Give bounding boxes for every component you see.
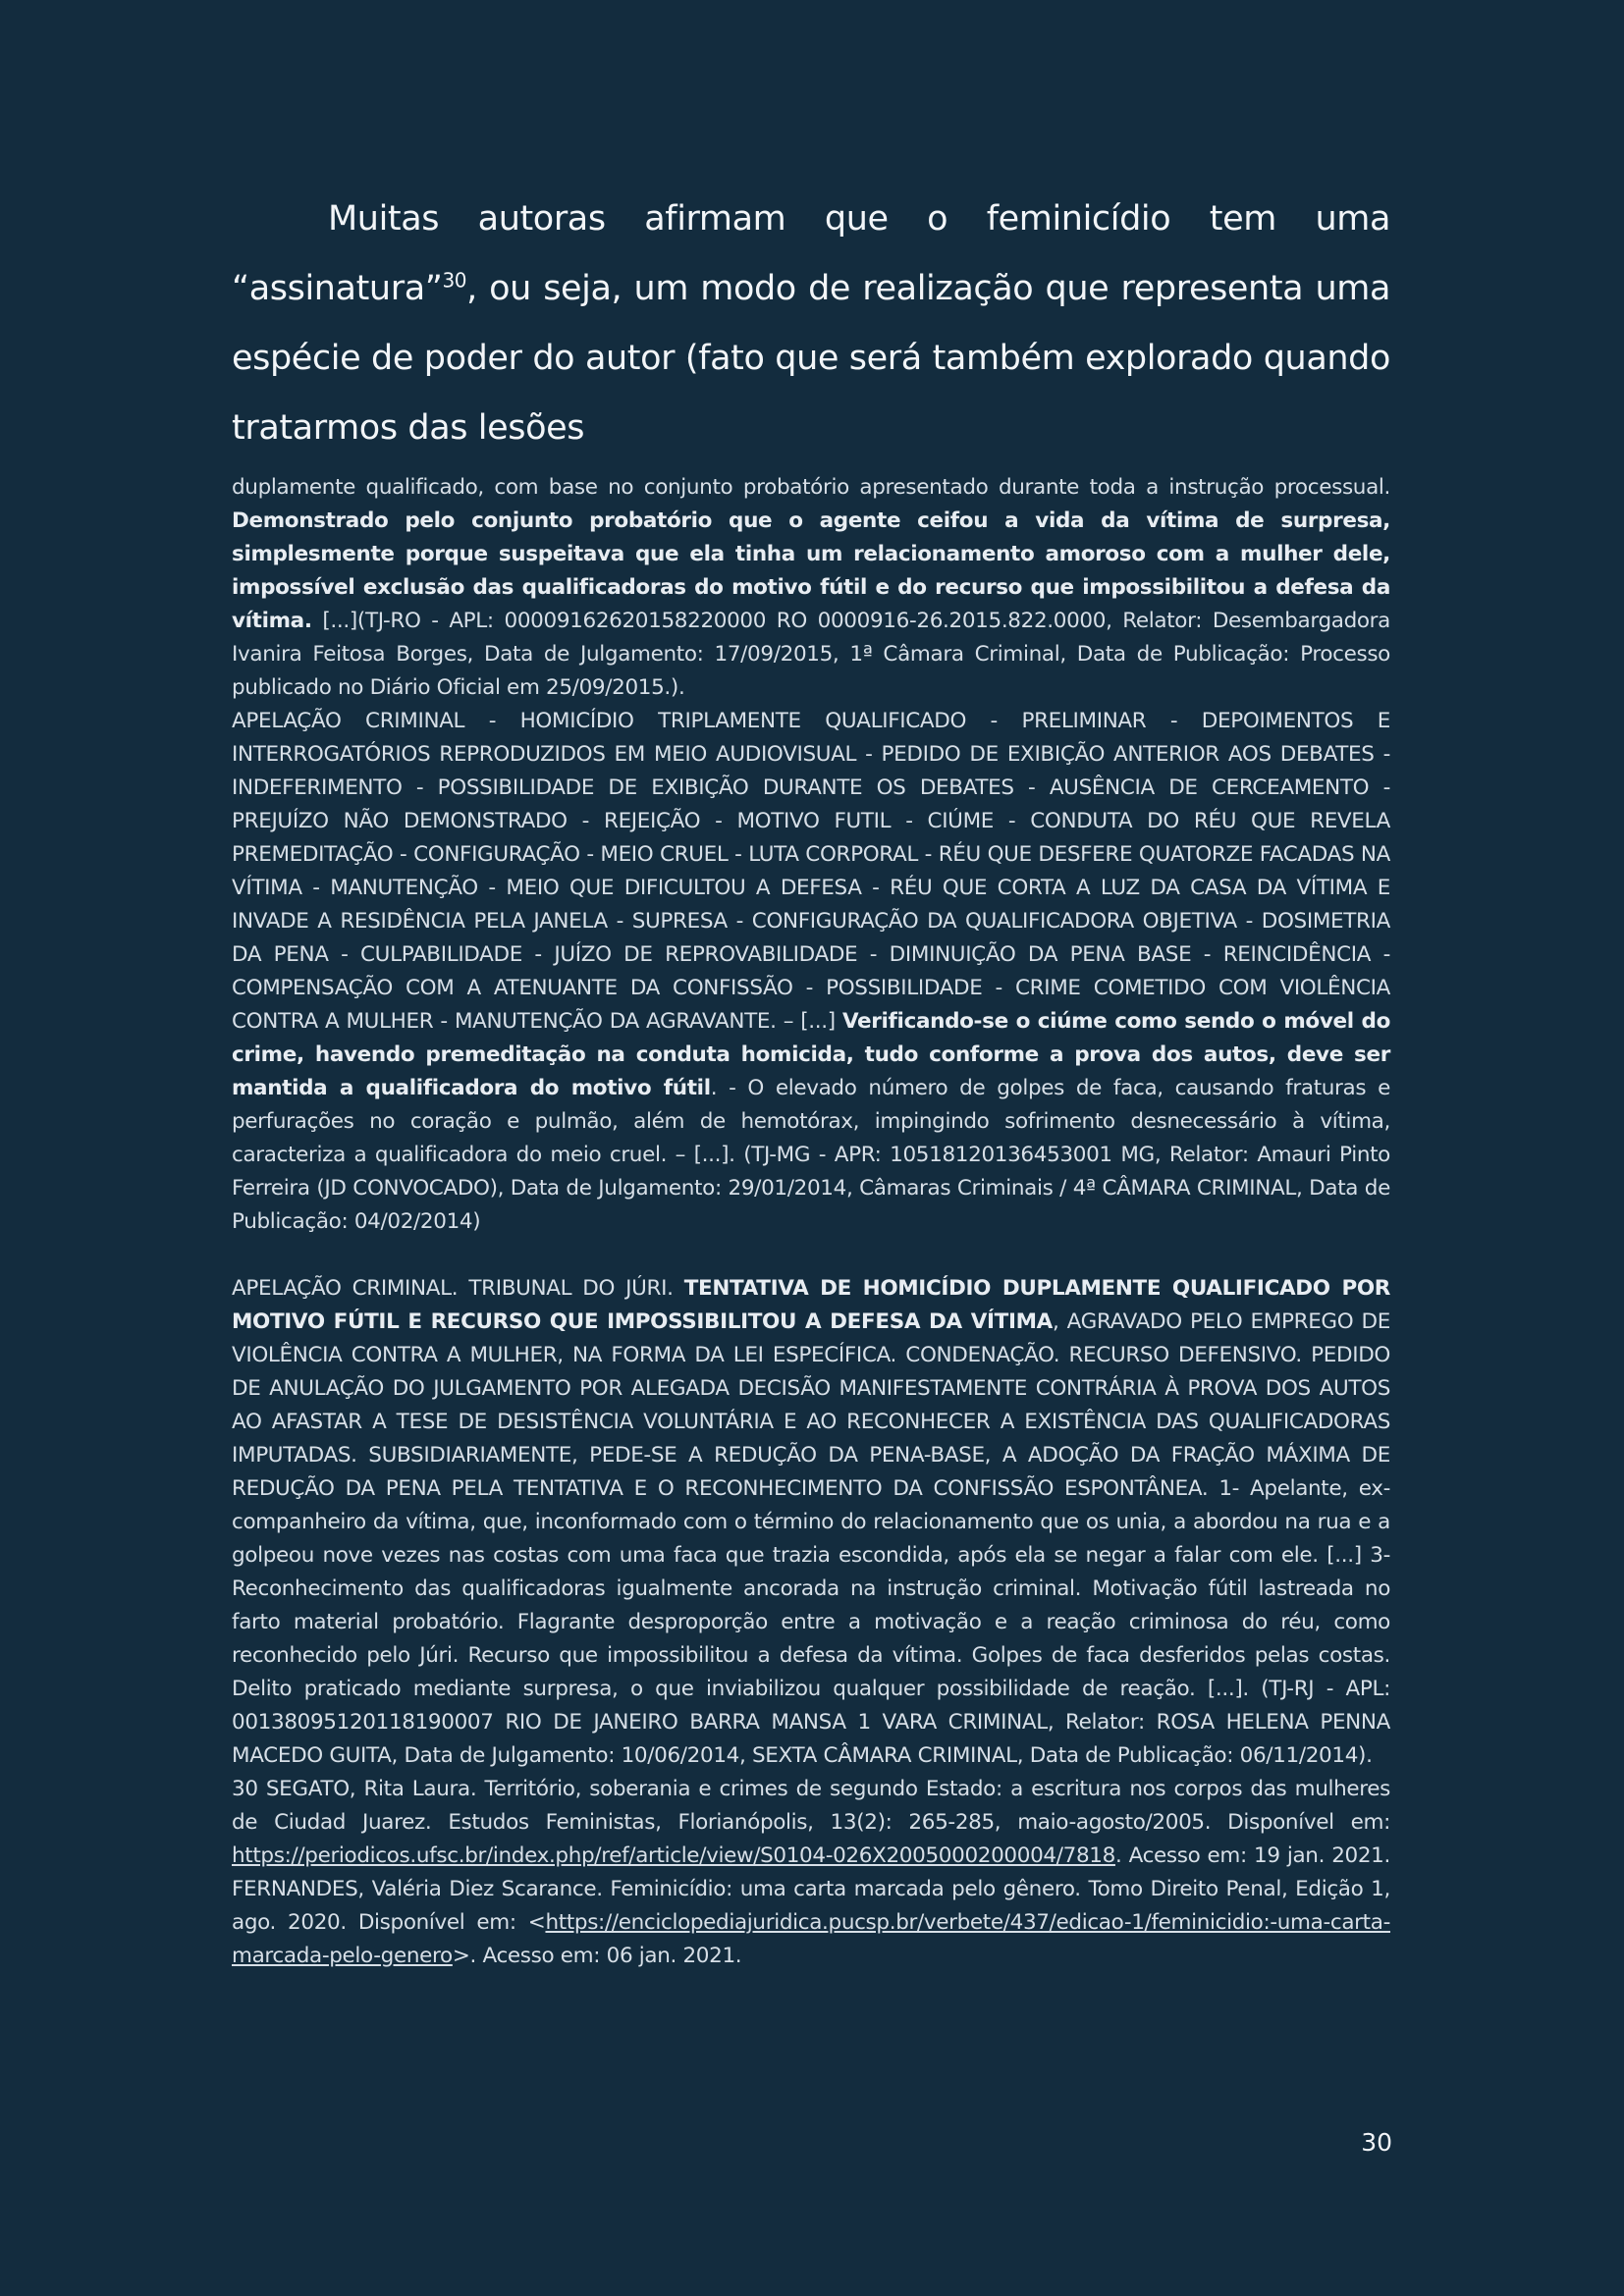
main-text-lead: Muitas autoras afirmam que o feminicídio tem uma “assinatura” bbox=[232, 199, 1390, 308]
footnote-text: >. Acesso em: 06 jan. 2021. bbox=[452, 1944, 742, 1968]
footnote-bold-text: Verificando-se o ciúme como sendo o móvel do crime, havendo premeditação na conduta homicida, tudo conforme a prova dos autos, deve ser mantida a qualificadora do motivo fútil bbox=[232, 1009, 1390, 1100]
footnote-text: [...](TJ-RO - APL: 00009162620158220000 RO 0000916-26.2015.822.0000, Relator: Desembargadora Ivanira Feitosa Borges, Data de Julgamento: 17/09/2015, 1ª Câmara Criminal, Data de Publicação: Processo publicado no Diário Oficial em 25/09/2015.). bbox=[232, 609, 1390, 700]
footnote-text: , AGRAVADO PELO EMPREGO DE VIOLÊNCIA CONTRA A MULHER, NA FORMA DA LEI ESPECÍFICA. CONDENAÇÃO. RECURSO DEFENSIVO. PEDIDO DE ANULAÇÃO DO JULGAMENTO POR ALEGADA DECISÃO MANIFESTAMENTE CONTRÁRIA À PROVA DOS AUTOS AO AFASTAR A TESE DE DESISTÊNCIA VOLUNTÁRIA E AO RECONHECER A EXISTÊNCIA DAS QUALIFICADORAS IMPUTADAS. SUBSIDIARIAMENTE, PEDE-SE A REDUÇÃO DA PENA-BASE, A ADOÇÃO DA FRAÇÃO MÁXIMA DE REDUÇÃO DA PENA PELA TENTATIVA E O RECONHECIMENTO DA CONFISSÃO ESPONTÂNEA. 1- Apelante, ex-companheiro da vítima, que, inconformado com o término do relacionamento que os unia, a abordou na rua e a golpeou nove vezes nas costas com uma faca que trazia escondida, após ela se negar a falar com ele. [...] 3- Reconhecimento das qualificadoras igualmente ancorada na instrução criminal. Motivação fútil lastreada no farto material probatório. Flagrante desproporção entre a motivação e a reação criminosa do réu, como reconhecido pelo Júri. Recurso que impossibilitou a defesa da vítima. Golpes de faca desferidos pelas costas. Delito praticado mediante surpresa, o que inviabilizou qualquer possibilidade de reação. [...]. (TJ-RJ - APL: 00138095120118190007 RIO DE JANEIRO BARRA MANSA 1 VARA CRIMINAL, Relator: ROSA HELENA PENNA MACEDO GUITA, Data de Julgamento: 10/06/2014, SEXTA CÂMARA CRIMINAL, Data de Publicação: 06/11/2014). bbox=[232, 1309, 1390, 1768]
footnote-text: 30 SEGATO, Rita Laura. Território, soberania e crimes de segundo Estado: a escritura nos corpos das mulheres de Ciudad Juarez. Estudos Feministas, Florianópolis, 13(2): 265-285, maio-agosto/2005. Disponível em: bbox=[232, 1777, 1390, 1835]
footnote-paragraph-3 bbox=[232, 1272, 1390, 1773]
reference-link-enciclopedia[interactable]: https://enciclopediajuridica.pucsp.br/verbete/437/edicao-1/feminicidio:-uma-carta-marcada-pelo-genero bbox=[232, 1910, 1390, 1968]
footnote-text: APELAÇÃO CRIMINAL - HOMICÍDIO TRIPLAMENTE QUALIFICADO - PRELIMINAR - DEPOIMENTOS E INTERROGATÓRIOS REPRODUZIDOS EM MEIO AUDIOVISUAL - PEDIDO DE EXIBIÇÃO ANTERIOR AOS DEBATES - INDEFERIMENTO - POSSIBILIDADE DE EXIBIÇÃO DURANTE OS DEBATES - AUSÊNCIA DE CERCEAMENTO - PREJUÍZO NÃO DEMONSTRADO - REJEIÇÃO - MOTIVO FUTIL - CIÚME - CONDUTA DO RÉU QUE REVELA PREMEDITAÇÃO - CONFIGURAÇÃO - MEIO CRUEL - LUTA CORPORAL - RÉU QUE DESFERE QUATORZE FACADAS NA VÍTIMA - MANUTENÇÃO - MEIO QUE DIFICULTOU A DEFESA - RÉU QUE CORTA A LUZ DA CASA DA VÍTIMA E INVADE A RESIDÊNCIA PELA JANELA - SUPRESA - CONFIGURAÇÃO DA QUALIFICADORA OBJETIVA - DOSIMETRIA DA PENA - CULPABILIDADE - JUÍZO DE REPROVABILIDADE - DIMINUIÇÃO DA PENA BASE - REINCIDÊNCIA - COMPENSAÇÃO COM A ATENUANTE DA CONFISSÃO - POSSIBILIDADE - CRIME COMETIDO COM VIOLÊNCIA CONTRA A MULHER - MANUTENÇÃO DA AGRAVANTE. – [...] bbox=[232, 709, 1390, 1034]
main-paragraph bbox=[232, 185, 1390, 463]
footnote-bold-text: Demonstrado pelo conjunto probatório que o agente ceifou a vida da vítima de surpresa, simplesmente porque suspeitava que ela tinha um relacionamento amoroso com a mulher dele, impossível exclusão das qualificadoras do motivo fútil e do recurso que impossibilitou a defesa da vítima. bbox=[232, 508, 1390, 633]
paragraph-spacer bbox=[232, 1239, 1390, 1272]
footnote-text: . Acesso em: 19 jan. 2021. FERNANDES, Valéria Diez Scarance. Feminicídio: uma carta marcada pelo gênero. Tomo Direito Penal, Edição 1, ago. 2020. Disponível em: < bbox=[232, 1843, 1390, 1935]
main-text-rest: , ou seja, um modo de realização que representa uma espécie de poder do autor (fato que será também explorado quando tratarmos das lesões bbox=[232, 269, 1390, 448]
footnote-paragraph-1 bbox=[232, 471, 1390, 705]
footnote-reference[interactable]: 30 bbox=[442, 268, 467, 293]
footnote-paragraph-2 bbox=[232, 705, 1390, 1239]
footnote-30 bbox=[232, 1773, 1390, 1973]
footnote-text: . - O elevado número de golpes de faca, causando fraturas e perfurações no coração e pulmão, além de hemotórax, impingindo sofrimento desnecessário à vítima, caracteriza a qualificadora do meio cruel. – [...]. (TJ-MG - APR: 10518120136453001 MG, Relator: Amauri Pinto Ferreira (JD CONVOCADO), Data de Julgamento: 29/01/2014, Câmaras Criminais / 4ª CÂMARA CRIMINAL, Data de Publicação: 04/02/2014) bbox=[232, 1076, 1390, 1234]
footnotes-section bbox=[232, 471, 1390, 1973]
page-number: 30 bbox=[1361, 2128, 1392, 2157]
footnote-text: duplamente qualificado, com base no conjunto probatório apresentado durante toda a instrução processual. bbox=[232, 475, 1390, 500]
reference-link-periodicos[interactable]: https://periodicos.ufsc.br/index.php/ref/article/view/S0104-026X2005000200004/7818 bbox=[232, 1843, 1115, 1868]
footnote-bold-text: TENTATIVA DE HOMICÍDIO DUPLAMENTE QUALIFICADO POR MOTIVO FÚTIL E RECURSO QUE IMPOSSIBILITOU A DEFESA DA VÍTIMA bbox=[232, 1276, 1390, 1334]
footnote-text: APELAÇÃO CRIMINAL. TRIBUNAL DO JÚRI. bbox=[232, 1276, 684, 1301]
